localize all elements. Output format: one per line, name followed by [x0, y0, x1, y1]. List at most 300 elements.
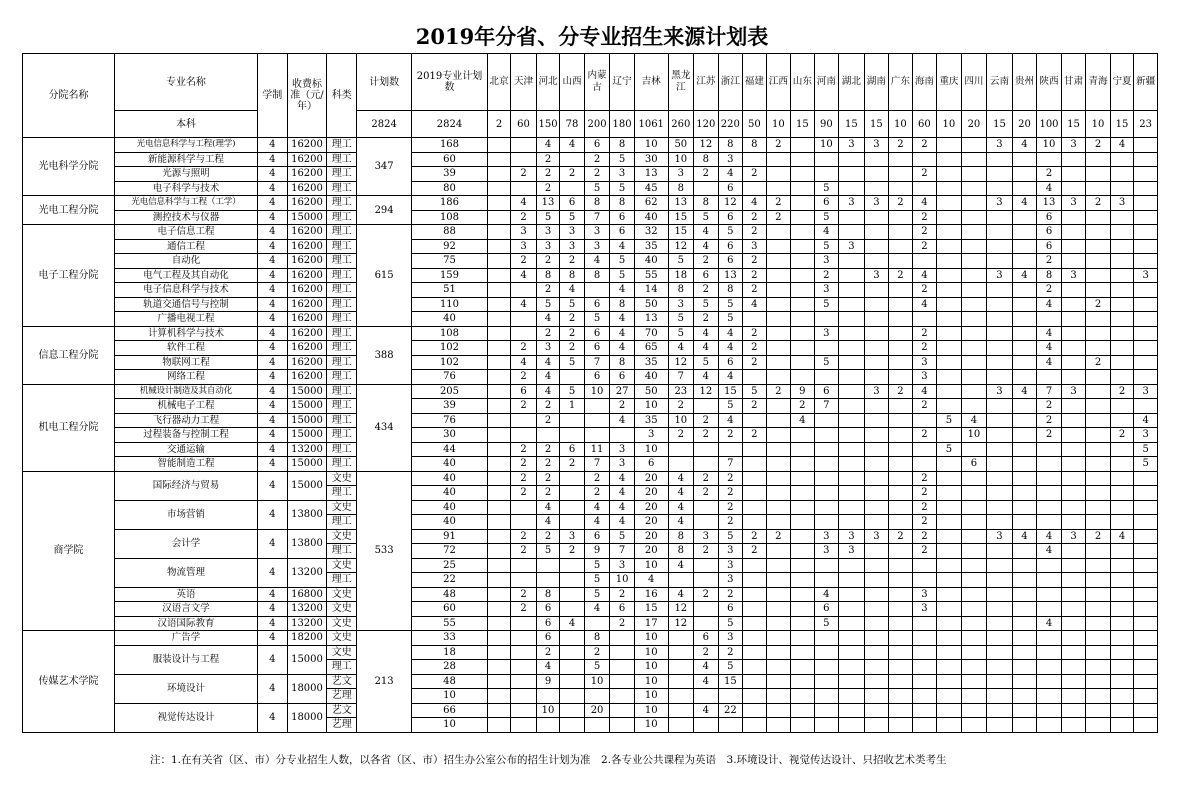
province-count: 4 [584, 515, 610, 530]
province-count: 4 [610, 312, 635, 327]
province-count [889, 181, 912, 196]
province-count [937, 355, 962, 370]
province-count: 5 [584, 181, 610, 196]
major-name: 过程装备与控制工程 [114, 428, 257, 443]
province-count: 4 [584, 500, 610, 515]
province-count: 7 [814, 399, 839, 414]
province-count: 10 [634, 674, 668, 689]
fee-cell: 16200 [287, 297, 327, 312]
province-count [766, 660, 791, 675]
province-count [1037, 457, 1062, 472]
province-count: 5 [1134, 457, 1158, 472]
province-count: 2 [912, 471, 937, 486]
duration-cell: 4 [257, 355, 287, 370]
province-count [560, 370, 585, 385]
province-count [814, 558, 839, 573]
table-row [23, 703, 1158, 718]
province-count: 2 [912, 486, 937, 501]
province-count [487, 370, 510, 385]
province-count: 2 [889, 384, 912, 399]
province-count [1110, 486, 1133, 501]
province-count: 6 [610, 225, 635, 240]
province-count [1134, 689, 1158, 704]
province-count: 2 [743, 167, 766, 182]
province-count [560, 413, 585, 428]
duration-cell: 4 [257, 370, 287, 385]
category-cell: 理工 [327, 355, 357, 370]
province-count [1110, 631, 1133, 646]
province-count [791, 355, 814, 370]
province-count: 2 [912, 283, 937, 298]
province-count: 2 [912, 167, 937, 182]
province-count: 4 [718, 167, 743, 182]
province-count [743, 573, 766, 588]
province-count [766, 486, 791, 501]
province-count [511, 152, 537, 167]
province-count: 4 [1037, 544, 1062, 559]
province-count [743, 689, 766, 704]
province-count [937, 268, 962, 283]
province-count: 6 [718, 254, 743, 269]
province-count: 50 [634, 297, 668, 312]
category-cell: 文史 [327, 645, 357, 660]
province-count: 2 [511, 587, 537, 602]
province-total: 15 [987, 111, 1013, 138]
province-count [487, 529, 510, 544]
province-count: 8 [584, 196, 610, 211]
province-count [791, 703, 814, 718]
province-count: 2 [694, 254, 719, 269]
province-count [961, 718, 987, 733]
province-count: 3 [634, 428, 668, 443]
duration-cell: 4 [257, 674, 287, 703]
province-count [1086, 718, 1111, 733]
province-count: 4 [1012, 384, 1037, 399]
province-count: 3 [718, 573, 743, 588]
province-count: 16 [634, 587, 668, 602]
major-name: 广告学 [114, 631, 257, 646]
province-count: 2 [560, 312, 585, 327]
duration-cell: 4 [257, 500, 287, 529]
province-count [1134, 486, 1158, 501]
province-count: 4 [1037, 355, 1062, 370]
province-count: 2 [743, 428, 766, 443]
college-name: 电子工程分院 [23, 225, 115, 327]
province-count [839, 399, 865, 414]
province-count: 4 [536, 515, 559, 530]
province-count: 2 [511, 457, 537, 472]
province-count [1086, 384, 1111, 399]
header-province: 陕西 [1037, 54, 1062, 111]
province-count [487, 254, 510, 269]
province-count [791, 370, 814, 385]
major-plan-cell: 108 [412, 326, 488, 341]
province-count [791, 500, 814, 515]
major-plan-cell: 91 [412, 529, 488, 544]
province-count [961, 326, 987, 341]
province-count [839, 515, 865, 530]
province-count: 6 [814, 196, 839, 211]
province-count: 4 [668, 515, 694, 530]
province-count: 3 [912, 355, 937, 370]
province-count [560, 558, 585, 573]
duration-cell: 4 [257, 631, 287, 646]
province-count: 4 [668, 500, 694, 515]
province-count [584, 283, 610, 298]
province-count: 5 [814, 210, 839, 225]
province-count: 4 [511, 196, 537, 211]
province-count: 13 [536, 196, 559, 211]
province-count: 6 [584, 341, 610, 356]
province-count: 3 [1061, 196, 1086, 211]
province-count [987, 471, 1013, 486]
province-count: 5 [560, 384, 585, 399]
province-count [1012, 645, 1037, 660]
province-count: 10 [634, 399, 668, 414]
province-count: 3 [610, 442, 635, 457]
province-count [511, 703, 537, 718]
province-count [839, 674, 865, 689]
table-row [23, 558, 1158, 573]
table-row [23, 254, 1158, 269]
province-count [889, 631, 912, 646]
province-count [791, 297, 814, 312]
province-count [511, 573, 537, 588]
province-count [889, 500, 912, 515]
plan-cell: 213 [357, 631, 412, 733]
province-count [839, 573, 865, 588]
fee-cell: 13800 [287, 500, 327, 529]
province-count [1061, 602, 1086, 617]
major-plan-cell: 44 [412, 442, 488, 457]
province-count: 5 [718, 660, 743, 675]
province-count: 2 [610, 399, 635, 414]
province-count: 2 [560, 544, 585, 559]
province-count [1134, 152, 1158, 167]
category-cell: 理工 [327, 544, 357, 559]
province-count: 2 [536, 471, 559, 486]
province-count: 3 [987, 529, 1013, 544]
province-count [1061, 689, 1086, 704]
province-count: 4 [694, 674, 719, 689]
category-cell: 文史 [327, 471, 357, 486]
province-count [791, 558, 814, 573]
province-count: 2 [743, 283, 766, 298]
province-count [1086, 210, 1111, 225]
major-plan-cell: 39 [412, 167, 488, 182]
province-count [1110, 602, 1133, 617]
province-count: 2 [912, 428, 937, 443]
province-count [511, 326, 537, 341]
province-count [937, 370, 962, 385]
province-count: 15 [718, 384, 743, 399]
province-count: 10 [634, 689, 668, 704]
province-count [1061, 486, 1086, 501]
province-count [766, 225, 791, 240]
province-count [766, 457, 791, 472]
province-count: 2 [536, 254, 559, 269]
province-count [839, 587, 865, 602]
category-cell: 艺理 [327, 689, 357, 704]
province-count: 2 [743, 268, 766, 283]
province-count: 4 [1012, 268, 1037, 283]
fee-cell: 18000 [287, 703, 327, 732]
province-count [1086, 181, 1111, 196]
province-count [864, 587, 889, 602]
province-count [584, 616, 610, 631]
province-count [536, 573, 559, 588]
duration-cell: 4 [257, 268, 287, 283]
header-college: 分院名称 [23, 54, 115, 138]
province-total: 10 [766, 111, 791, 138]
province-count [1012, 341, 1037, 356]
province-count [560, 674, 585, 689]
table-row [23, 500, 1158, 515]
province-count [864, 544, 889, 559]
province-count [937, 486, 962, 501]
province-count [987, 312, 1013, 327]
province-count: 3 [839, 138, 865, 153]
province-count: 2 [511, 486, 537, 501]
province-count [864, 167, 889, 182]
province-count [1086, 573, 1111, 588]
province-count [1061, 355, 1086, 370]
major-plan-cell: 110 [412, 297, 488, 312]
province-count [1037, 718, 1062, 733]
province-count [937, 689, 962, 704]
province-count: 10 [536, 703, 559, 718]
province-count: 8 [718, 138, 743, 153]
province-count: 13 [1037, 196, 1062, 211]
major-name: 软件工程 [114, 341, 257, 356]
province-count: 2 [694, 544, 719, 559]
province-count: 8 [743, 138, 766, 153]
province-count: 5 [584, 660, 610, 675]
province-count [1061, 573, 1086, 588]
province-count: 22 [718, 703, 743, 718]
province-count: 8 [610, 355, 635, 370]
province-count: 4 [743, 196, 766, 211]
province-count [1012, 689, 1037, 704]
province-count: 2 [511, 529, 537, 544]
province-count [560, 486, 585, 501]
header-province: 黑龙江 [668, 54, 694, 111]
province-count [937, 718, 962, 733]
province-count: 3 [1061, 529, 1086, 544]
province-count [511, 718, 537, 733]
header-province: 福建 [743, 54, 766, 111]
province-count: 8 [668, 181, 694, 196]
province-count: 2 [536, 326, 559, 341]
province-count: 2 [718, 645, 743, 660]
province-count [743, 602, 766, 617]
province-count [912, 703, 937, 718]
province-count [889, 355, 912, 370]
province-count: 3 [743, 239, 766, 254]
plan-cell: 533 [357, 471, 412, 631]
province-count [864, 428, 889, 443]
province-count [610, 660, 635, 675]
table-row [23, 674, 1158, 689]
province-count: 5 [937, 442, 962, 457]
province-count [791, 718, 814, 733]
province-count [889, 457, 912, 472]
province-count [1086, 312, 1111, 327]
province-count [961, 703, 987, 718]
province-count [791, 268, 814, 283]
major-name: 国际经济与贸易 [114, 471, 257, 500]
province-count [987, 428, 1013, 443]
province-count [766, 254, 791, 269]
province-count [1012, 500, 1037, 515]
province-count [487, 225, 510, 240]
province-count [1037, 370, 1062, 385]
category-cell: 艺文 [327, 703, 357, 718]
province-count: 3 [511, 225, 537, 240]
province-count [1061, 312, 1086, 327]
province-count [987, 254, 1013, 269]
province-count [511, 500, 537, 515]
province-count [511, 181, 537, 196]
province-count [839, 471, 865, 486]
header-province: 浙江 [718, 54, 743, 111]
province-count: 4 [694, 370, 719, 385]
province-count: 4 [1037, 529, 1062, 544]
province-count [694, 718, 719, 733]
province-count [937, 384, 962, 399]
province-count: 10 [584, 384, 610, 399]
province-count: 12 [668, 239, 694, 254]
province-count [1086, 341, 1111, 356]
province-count: 2 [1110, 428, 1133, 443]
province-count: 5 [584, 573, 610, 588]
province-count [487, 268, 510, 283]
province-count [864, 515, 889, 530]
province-count: 4 [560, 283, 585, 298]
province-count [1012, 326, 1037, 341]
province-count: 5 [560, 297, 585, 312]
major-name: 网络工程 [114, 370, 257, 385]
province-count: 4 [791, 413, 814, 428]
province-count [536, 689, 559, 704]
province-count [1086, 283, 1111, 298]
province-count [1086, 457, 1111, 472]
province-count: 2 [511, 370, 537, 385]
category-cell: 理工 [327, 196, 357, 211]
province-count: 2 [718, 500, 743, 515]
province-count: 3 [1134, 268, 1158, 283]
province-count [487, 471, 510, 486]
province-count: 5 [610, 181, 635, 196]
major-plan-cell: 10 [412, 689, 488, 704]
province-count [743, 471, 766, 486]
province-count [511, 660, 537, 675]
province-count: 2 [694, 167, 719, 182]
province-count [1012, 442, 1037, 457]
province-count [1086, 413, 1111, 428]
province-count [912, 442, 937, 457]
category-cell: 理工 [327, 283, 357, 298]
province-count: 7 [718, 457, 743, 472]
province-count [864, 660, 889, 675]
province-count: 3 [839, 196, 865, 211]
province-count [961, 558, 987, 573]
category-cell: 理工 [327, 167, 357, 182]
province-count [961, 341, 987, 356]
province-count [1110, 181, 1133, 196]
major-plan-cell: 108 [412, 210, 488, 225]
province-count: 2 [511, 602, 537, 617]
province-count: 4 [1037, 341, 1062, 356]
province-count [487, 645, 510, 660]
province-count: 2 [791, 399, 814, 414]
province-count: 3 [864, 268, 889, 283]
major-plan-cell: 88 [412, 225, 488, 240]
province-count [987, 689, 1013, 704]
province-count [694, 515, 719, 530]
province-count [937, 573, 962, 588]
province-count [1086, 660, 1111, 675]
header-province: 江西 [766, 54, 791, 111]
province-count [791, 587, 814, 602]
province-count [937, 254, 962, 269]
province-count [766, 283, 791, 298]
province-count [1134, 645, 1158, 660]
province-count [864, 689, 889, 704]
province-count: 5 [718, 297, 743, 312]
province-count [1012, 674, 1037, 689]
province-count: 2 [912, 341, 937, 356]
province-count [511, 689, 537, 704]
province-count: 4 [912, 268, 937, 283]
totals-row [23, 111, 1158, 138]
province-count: 10 [1037, 138, 1062, 153]
province-count [766, 471, 791, 486]
province-count [987, 399, 1013, 414]
college-name: 光电工程分院 [23, 196, 115, 225]
province-count: 8 [536, 587, 559, 602]
province-count [814, 515, 839, 530]
province-count [889, 573, 912, 588]
province-count: 3 [560, 529, 585, 544]
header-province: 宁夏 [1110, 54, 1133, 111]
province-count: 10 [634, 718, 668, 733]
province-count [864, 181, 889, 196]
province-count: 2 [694, 587, 719, 602]
province-count: 4 [536, 312, 559, 327]
province-count: 6 [1037, 239, 1062, 254]
province-count [791, 457, 814, 472]
province-count [889, 297, 912, 312]
province-count [839, 370, 865, 385]
duration-cell: 4 [257, 457, 287, 472]
major-name: 电子科学与技术 [114, 181, 257, 196]
province-count: 13 [634, 312, 668, 327]
province-count: 10 [634, 631, 668, 646]
province-count [1037, 573, 1062, 588]
major-name: 机械设计制造及其自动化 [114, 384, 257, 399]
province-count: 4 [912, 384, 937, 399]
major-plan-cell: 51 [412, 283, 488, 298]
category-cell: 文史 [327, 616, 357, 631]
province-count: 2 [766, 529, 791, 544]
table-row [23, 384, 1158, 399]
province-count [1110, 254, 1133, 269]
province-count: 9 [584, 544, 610, 559]
province-count [766, 602, 791, 617]
table-row [23, 529, 1158, 544]
province-count [1110, 500, 1133, 515]
